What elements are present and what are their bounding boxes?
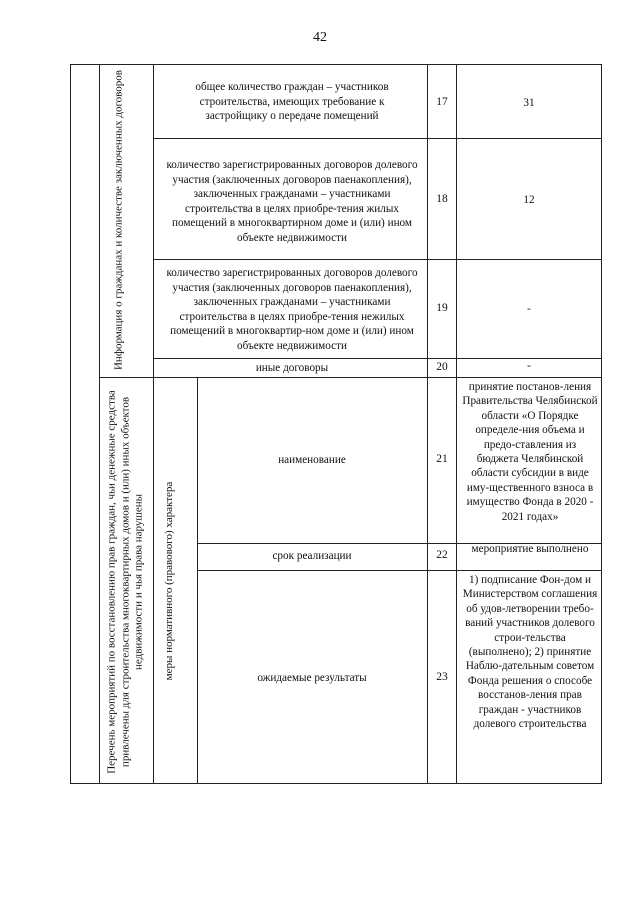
table-border-bottom (70, 783, 602, 784)
col-divider-1 (99, 64, 100, 784)
row-value-23: 1) подписание Фон-дом и Министерством соглашения об удов-летворении требо-ваний участников долевого строи-тельства (выполнено); 2) принятие Наблю-дательным советом Фонда решения о способе восстанов-ления прав граждан - участников долевого строительства (462, 574, 598, 731)
row-label-23: ожидаемые результаты (257, 672, 367, 684)
row-num-18: 18 (436, 193, 448, 205)
row-divider-1 (153, 138, 602, 139)
col-divider-2 (153, 64, 154, 377)
row-value-18: 12 (523, 194, 535, 206)
row-value-22: мероприятие выполнено (471, 543, 589, 555)
col-divider-4 (197, 377, 198, 784)
row-value-20: - (527, 360, 531, 372)
row-divider-2 (153, 259, 602, 260)
row-divider-6 (197, 570, 602, 571)
row-value-19: - (527, 303, 531, 315)
row-label-21: наименование (278, 454, 346, 466)
section-title-measures: Перечень мероприятий по восстановлению прав граждан, чьи денежные средства привлечены для строительства многоквартирных домов и (или) иных объектов недвижимости и чья права нарушены (105, 390, 145, 774)
section-title-info: Информация о гражданах и количестве заключенных договоров (112, 70, 125, 371)
row-label-18: количество зарегистрированных договоров долевого участия (заключенных договоров паенакопления), заключенных гражданами – участниками строительства в целях приобре-тения жилых помещений в многоквартирном доме и (или) ином объекте недвижимости (166, 159, 418, 244)
row-divider-section (99, 377, 602, 378)
row-label-20: иные договоры (255, 362, 329, 374)
table-border-top (70, 64, 602, 65)
row-label-17: общее количество граждан – участников строительства, имеющих требование к застройщику о передаче помещений (195, 81, 389, 123)
row-label-19: количество зарегистрированных договоров долевого участия (заключенных договоров паенакопления), заключенных гражданами – участниками строительства в целях приобре-тения нежилых помещений в многоквартир-ном доме и (или) ином объекте недвижимости (166, 267, 418, 352)
table-border-left (70, 64, 71, 784)
row-num-19: 19 (436, 302, 448, 314)
row-value-17: 31 (523, 97, 535, 109)
table-border-right (601, 64, 602, 784)
section-title-legal: меры нормативного (правового) характера (163, 481, 175, 681)
row-num-22: 22 (436, 549, 448, 561)
col-divider-3 (153, 377, 154, 784)
col-divider-num-right (456, 64, 457, 784)
row-num-21: 21 (436, 453, 448, 465)
row-label-22: срок реализации (272, 550, 352, 562)
row-num-23: 23 (436, 671, 448, 683)
row-num-17: 17 (436, 96, 448, 108)
page-number: 42 (313, 30, 327, 45)
row-num-20: 20 (436, 361, 448, 373)
row-value-21: принятие постанов-ления Правительства Челябинской области «О Порядке определе-ния объема и предо-ставления из бюджета Челябинской области субсидии в виде иму-щественного взноса в имущество Фонда в 2020 - 2021 годах» (462, 381, 598, 523)
